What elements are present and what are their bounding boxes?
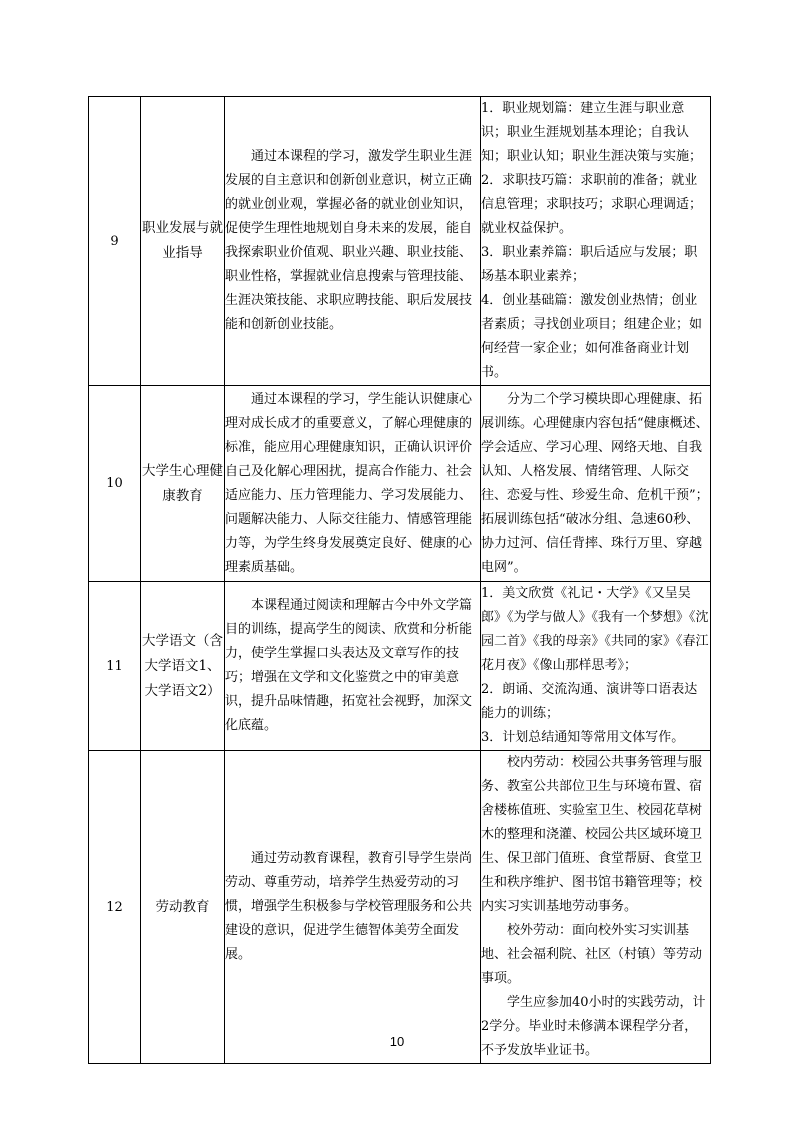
course-content <box>481 751 711 1064</box>
course-table <box>88 96 711 1064</box>
course-goal: 通过本课程的学习，学生能认识健康心理对成长成才的重要意义，了解心理健康的标准，能应用心理健康知识，正确认识评价自己及化解心理困扰，提高合作能力、社会适应能力、压力管理能力、学习发展能力、问题解决能力、人际交往能力、情感管理能力等，为学生终身发展奠定良好、健康的心理素质基础。 <box>225 386 481 582</box>
content-line: 分为二个学习模块即心理健康、拓展训练。心理健康内容包括“健康概述、学会适应、学习心理、网络天地、自我认知、人格发展、情绪管理、人际交往、恋爱与性、珍爱生命、危机干预”；拓展训练包括“破冰分组、急速60秒、协力过河、信任背摔、珠行万里、穿越电网”。 <box>481 391 709 575</box>
table-row <box>89 386 711 582</box>
content-line: 1．职业规划篇：建立生涯与职业意识；职业生涯规划基本理论；自我认知；职业认知；职业生涯决策与实施； <box>481 101 703 164</box>
content-line: 3．职业素养篇：职后适应与发展；职场基本职业素养； <box>481 245 698 284</box>
row-number: 10 <box>89 386 141 582</box>
content-line: 校外劳动：面向校外实习实训基地、社会福利院、社区（村镇）等劳动事项。 <box>481 923 703 986</box>
row-number: 9 <box>89 97 141 386</box>
course-goal: 通过本课程的学习，激发学生职业生涯发展的自主意识和创新创业意识，树立正确的就业创业观，掌握必备的就业创业知识，促使学生理性地规划自身未来的发展，能自我探索职业价值观、职业兴趣、职业技能、职业性格，掌握就业信息搜索与管理技能、生涯决策技能、求职应聘技能、职后发展技能和创新创业技能。 <box>225 97 481 386</box>
table-row <box>89 582 711 751</box>
content-line: 1．美文欣赏《礼记・大学》《又呈吴郎》《为学与做人》《我有一个梦想》《沈园二首》《我的母亲》《共同的家》《春江花月夜》《像山那样思考》； <box>481 586 709 673</box>
content-line: 2．求职技巧篇：求职前的准备；就业信息管理；求职技巧；求职心理调适；就业权益保护。 <box>481 173 703 236</box>
course-goal: 通过劳动教育课程，教育引导学生崇尚劳动、尊重劳动，培养学生热爱劳动的习惯，增强学生积极参与学校管理服务和公共建设的意识，促进学生德智体美劳全面发展。 <box>225 751 481 1064</box>
course-content <box>481 582 711 751</box>
table-row <box>89 97 711 386</box>
content-line: 2．朗诵、交流沟通、演讲等口语表达能力的训练； <box>481 682 698 721</box>
content-line: 校内劳动：校园公共事务管理与服务、教室公共部位卫生与环境布置、宿舍楼栋值班、实验室卫生、校园花草树木的整理和浇灌、校园公共区域环境卫生、保卫部门值班、食堂帮厨、食堂卫生和秩序维护、图书馆书籍管理等；校内实习实训基地劳动事务。 <box>481 755 703 914</box>
course-name: 大学语文（含大学语文1、大学语文2） <box>141 582 225 751</box>
course-goal: 本课程通过阅读和理解古今中外文学篇目的训练，提高学生的阅读、欣赏和分析能力，使学生掌握口头表达及文章写作的技巧；增强在文学和文化鉴赏之中的审美意识，提升品味情趣，拓宽社会视野，加深文化底蕴。 <box>225 582 481 751</box>
course-name: 职业发展与就业指导 <box>141 97 225 386</box>
course-content <box>481 386 711 582</box>
row-number: 11 <box>89 582 141 751</box>
course-name: 劳动教育 <box>141 751 225 1064</box>
content-line: 4．创业基础篇：激发创业热情；创业者素质；寻找创业项目；组建企业；如何经营一家企业；如何准备商业计划书。 <box>481 293 703 380</box>
page-number: 10 <box>389 1034 405 1049</box>
row-number: 12 <box>89 751 141 1064</box>
course-content <box>481 97 711 386</box>
content-line: 学生应参加40小时的实践劳动，计2学分。毕业时未修满本课程学分者，不予发放毕业证书。 <box>481 995 706 1058</box>
course-name: 大学生心理健康教育 <box>141 386 225 582</box>
content-line: 3．计划总结通知等常用文体写作。 <box>481 730 685 745</box>
table-row <box>89 751 711 1064</box>
